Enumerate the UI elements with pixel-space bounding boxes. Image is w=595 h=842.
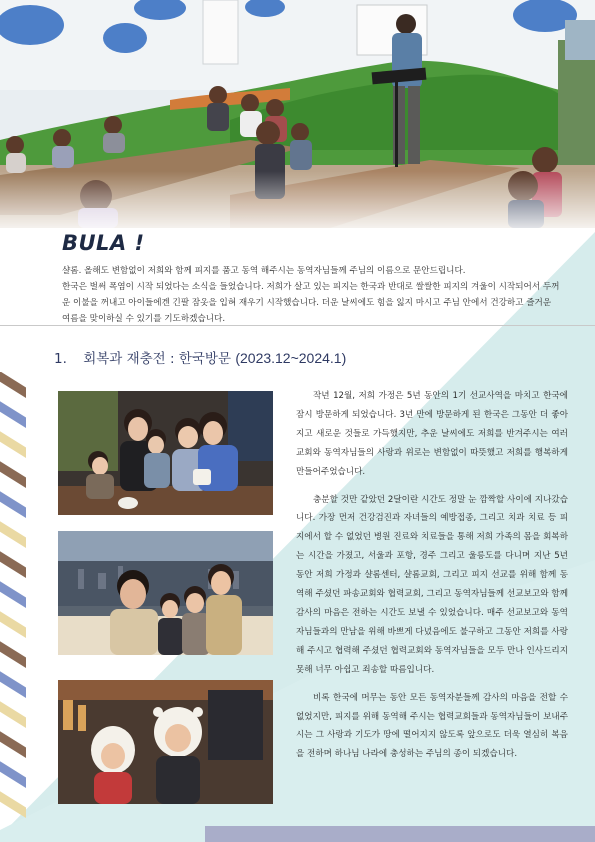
page-title: BULA ! xyxy=(62,231,145,255)
footer-bar xyxy=(205,826,595,842)
intro-paragraph: 한국은 벌써 폭염이 시작 되었다는 소식을 들었습니다. 저희가 살고 있는 피지는 한국과 반대로 쌀쌀한 피지의 겨울이 시작되어서 두꺼운 이불을 꺼내고 아이들에겐 긴팔 잠옷을 입혀 재우기 시작했습니다. 더운 날씨에도 힘을 잃지 마시고 주님 안에서 건강하고 즐거운 여름을 맞이하실 수 있기를 기도하겠습니다. xyxy=(62,282,560,324)
intro-text xyxy=(62,263,562,327)
body-paragraph: 작년 12월, 저희 가정은 5년 동안의 1기 선교사역을 마치고 한국에 잠시 방문하게 되었습니다. 3년 만에 방문하게 된 한국은 그동안 더 좋아지고 새로운 것들로 가득했지만, 추운 날씨에도 저희를 반겨주시는 여러 교회와 동역자님들의 사랑과 위로는 변함없이 따뜻했고 저희를 행복하게 만들어주었습니다. xyxy=(296,391,568,477)
section-number: 1. xyxy=(54,351,67,367)
family-city-photo xyxy=(58,531,273,655)
divider xyxy=(0,325,595,326)
stripe-decoration xyxy=(0,372,26,842)
classroom-photo xyxy=(0,0,595,228)
family-cafe-photo xyxy=(58,391,273,515)
body-text xyxy=(296,387,568,773)
section-heading xyxy=(54,347,346,367)
section-date: (2023.12~2024.1) xyxy=(235,350,347,366)
body-paragraph: 비록 한국에 머무는 동안 모든 동역자분들께 감사의 마음을 전할 수 없었지만, 피지를 위해 동역해 주시는 협력교회들과 동역자님들이 보내주시는 그 사랑과 기도가 땅에 떨어지지 않도록 앞으로도 더욱 열심히 복음을 전하며 하나님 나라에 충성하는 주님의 종이 되겠습니다. xyxy=(296,692,568,760)
intro-paragraph: 샬롬. 올해도 변함없이 저희와 함께 피지를 품고 동역 해주시는 동역자님들께 주님의 이름으로 문안드립니다. xyxy=(62,266,466,276)
body-paragraph: 충분할 것만 같았던 2달이란 시간도 정말 눈 깜짝할 사이에 지나갔습니다. 가장 먼저 건강검진과 자녀들의 예방접종, 그리고 치과 치료 등 피지에서 할 수 없었던 병원 진료와 치료들을 통해 저희 가족의 몸을 회복하는 시간을 가졌고, 서울과 포항, 경주 그리고 울릉도를 다니며 지난 5년 동안 저희 가정과 샬롬센터, 샬롬교회, 그리고 피지 선교를 위해 함께 동역해 주셨던 파송교회와 협력교회, 그리고 동역자님들께 선교보고와 함께 감사의 마음은 전하는 시간도 보낼 수 있었습니다. 매주 선교보고와 동역자님들과의 만남을 위해 바쁘게 다녔음에도 불구하고 그동안 저희를 사랑해 주시고 협력해 주셨던 협력교회와 동역자님들을 모두 만나 인사드리지 못해 너무 아쉽고 죄송할 따름입니다. xyxy=(296,494,568,675)
kids-shop-photo xyxy=(58,680,273,804)
section-title: 회복과 재충전 : 한국방문 xyxy=(83,351,232,367)
